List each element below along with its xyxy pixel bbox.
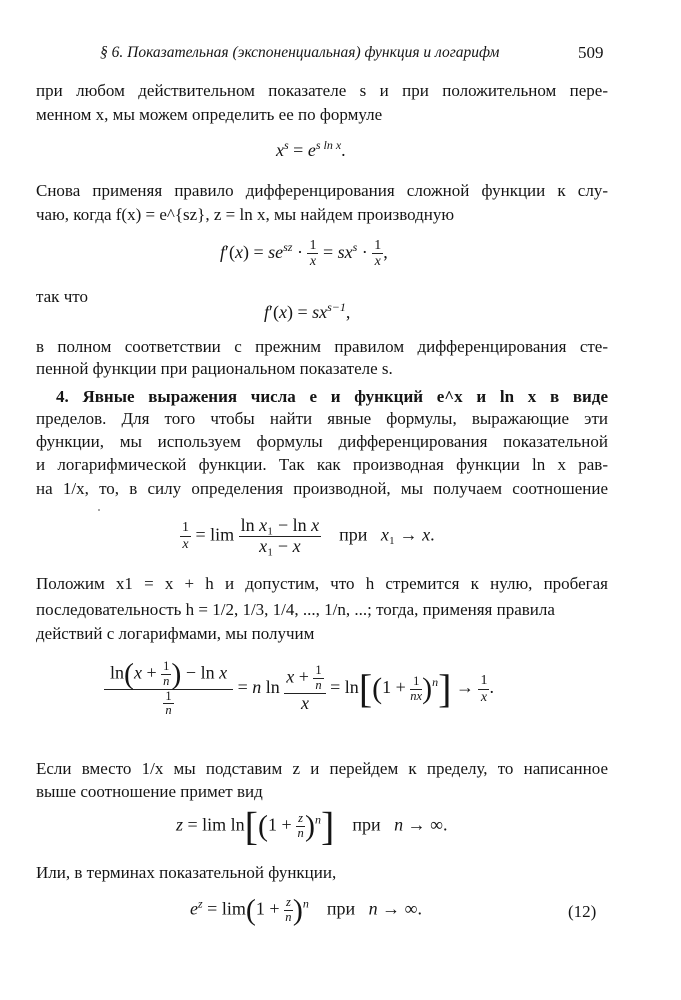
formula-f6: z = lim ln[(1 + $\frac{z}{n}$ )$^n$] при n → ∞.: [176, 803, 448, 849]
text-line: функции, мы используем формулы дифференцирования показательной: [36, 432, 608, 451]
page-number: 509: [578, 43, 604, 62]
section-heading: 4. Явные выражения числа e и функций e^x и ln x в виде: [56, 387, 608, 406]
text-line: выше соотношение примет вид: [36, 782, 263, 801]
text-line: Положим x1 = x + h и допустим, что h стремится к нулю, пробегая: [36, 574, 608, 593]
equation-number: (12): [568, 902, 597, 921]
running-title: § 6. Показательная (экспоненциальная) функция и логарифм: [100, 44, 500, 61]
text-line: менном x, мы можем определить ее по формуле: [36, 105, 383, 124]
formula-f4: $\frac{1}{x}$ = lim $\frac{\text{ln x₁ − ln x}}{\text{x₁ − x}}$ при x₁ → x.: [182, 515, 435, 556]
formula-f7: $e^z = \lim(1$ + $\frac{z}{n}$ )$^n$ при n → ∞.: [190, 893, 422, 927]
text-line: пределов. Для того чтобы найти явные формулы, выражающие эти: [36, 409, 608, 428]
text-line: последовательность h = 1/2, 1/3, 1/4, ..., 1/n, ...; тогда, применяя правила: [36, 600, 555, 619]
formula-f1: $x^s = e^{s ln x}$.: [276, 138, 346, 160]
text-line: пенной функции при рациональном показателе s.: [36, 359, 393, 378]
text-line: Или, в терминах показательной функции,: [36, 863, 337, 882]
text-line: Снова применяя правило дифференцирования сложной функции к слу-: [36, 181, 608, 200]
text-line: и логарифмической функции. Так как производная функции ln x рав-: [36, 455, 608, 474]
text-line: Если вместо 1/x мы подставим z и перейдем к пределу, то написанное: [36, 759, 608, 778]
text-line: так что: [36, 287, 88, 306]
text-line: при любом действительном показателе s и при положительном пере-: [36, 81, 608, 100]
formula-f5: ln(x + $\frac{1}{n}$ ) − ln x $\frac{1}{n}$ = n ln x + $\frac{1}{n}$ x = ln[(1 + $\frac{1}{nx}$ )$^n$] → $\frac{1}{x}$ .: [104, 660, 494, 718]
text-line: действий с логарифмами, мы получим: [36, 624, 315, 643]
print-speck: [98, 509, 100, 511]
formula-f3: $f'(x) = sx^{s-1}$,: [264, 300, 351, 322]
formula-f2: $f'(x) = se^{sz}$ · $\frac{1}{x}$ = $sx^s$ · $\frac{1}{x}$ ,: [220, 238, 388, 270]
text-line: на 1/x, то, в силу определения производной, мы получаем соотношение: [36, 479, 608, 498]
text-line: чаю, когда f(x) = e^{sz}, z = ln x, мы найдем производную: [36, 205, 455, 224]
text-line: в полном соответствии с прежним правилом дифференцирования сте-: [36, 337, 608, 356]
